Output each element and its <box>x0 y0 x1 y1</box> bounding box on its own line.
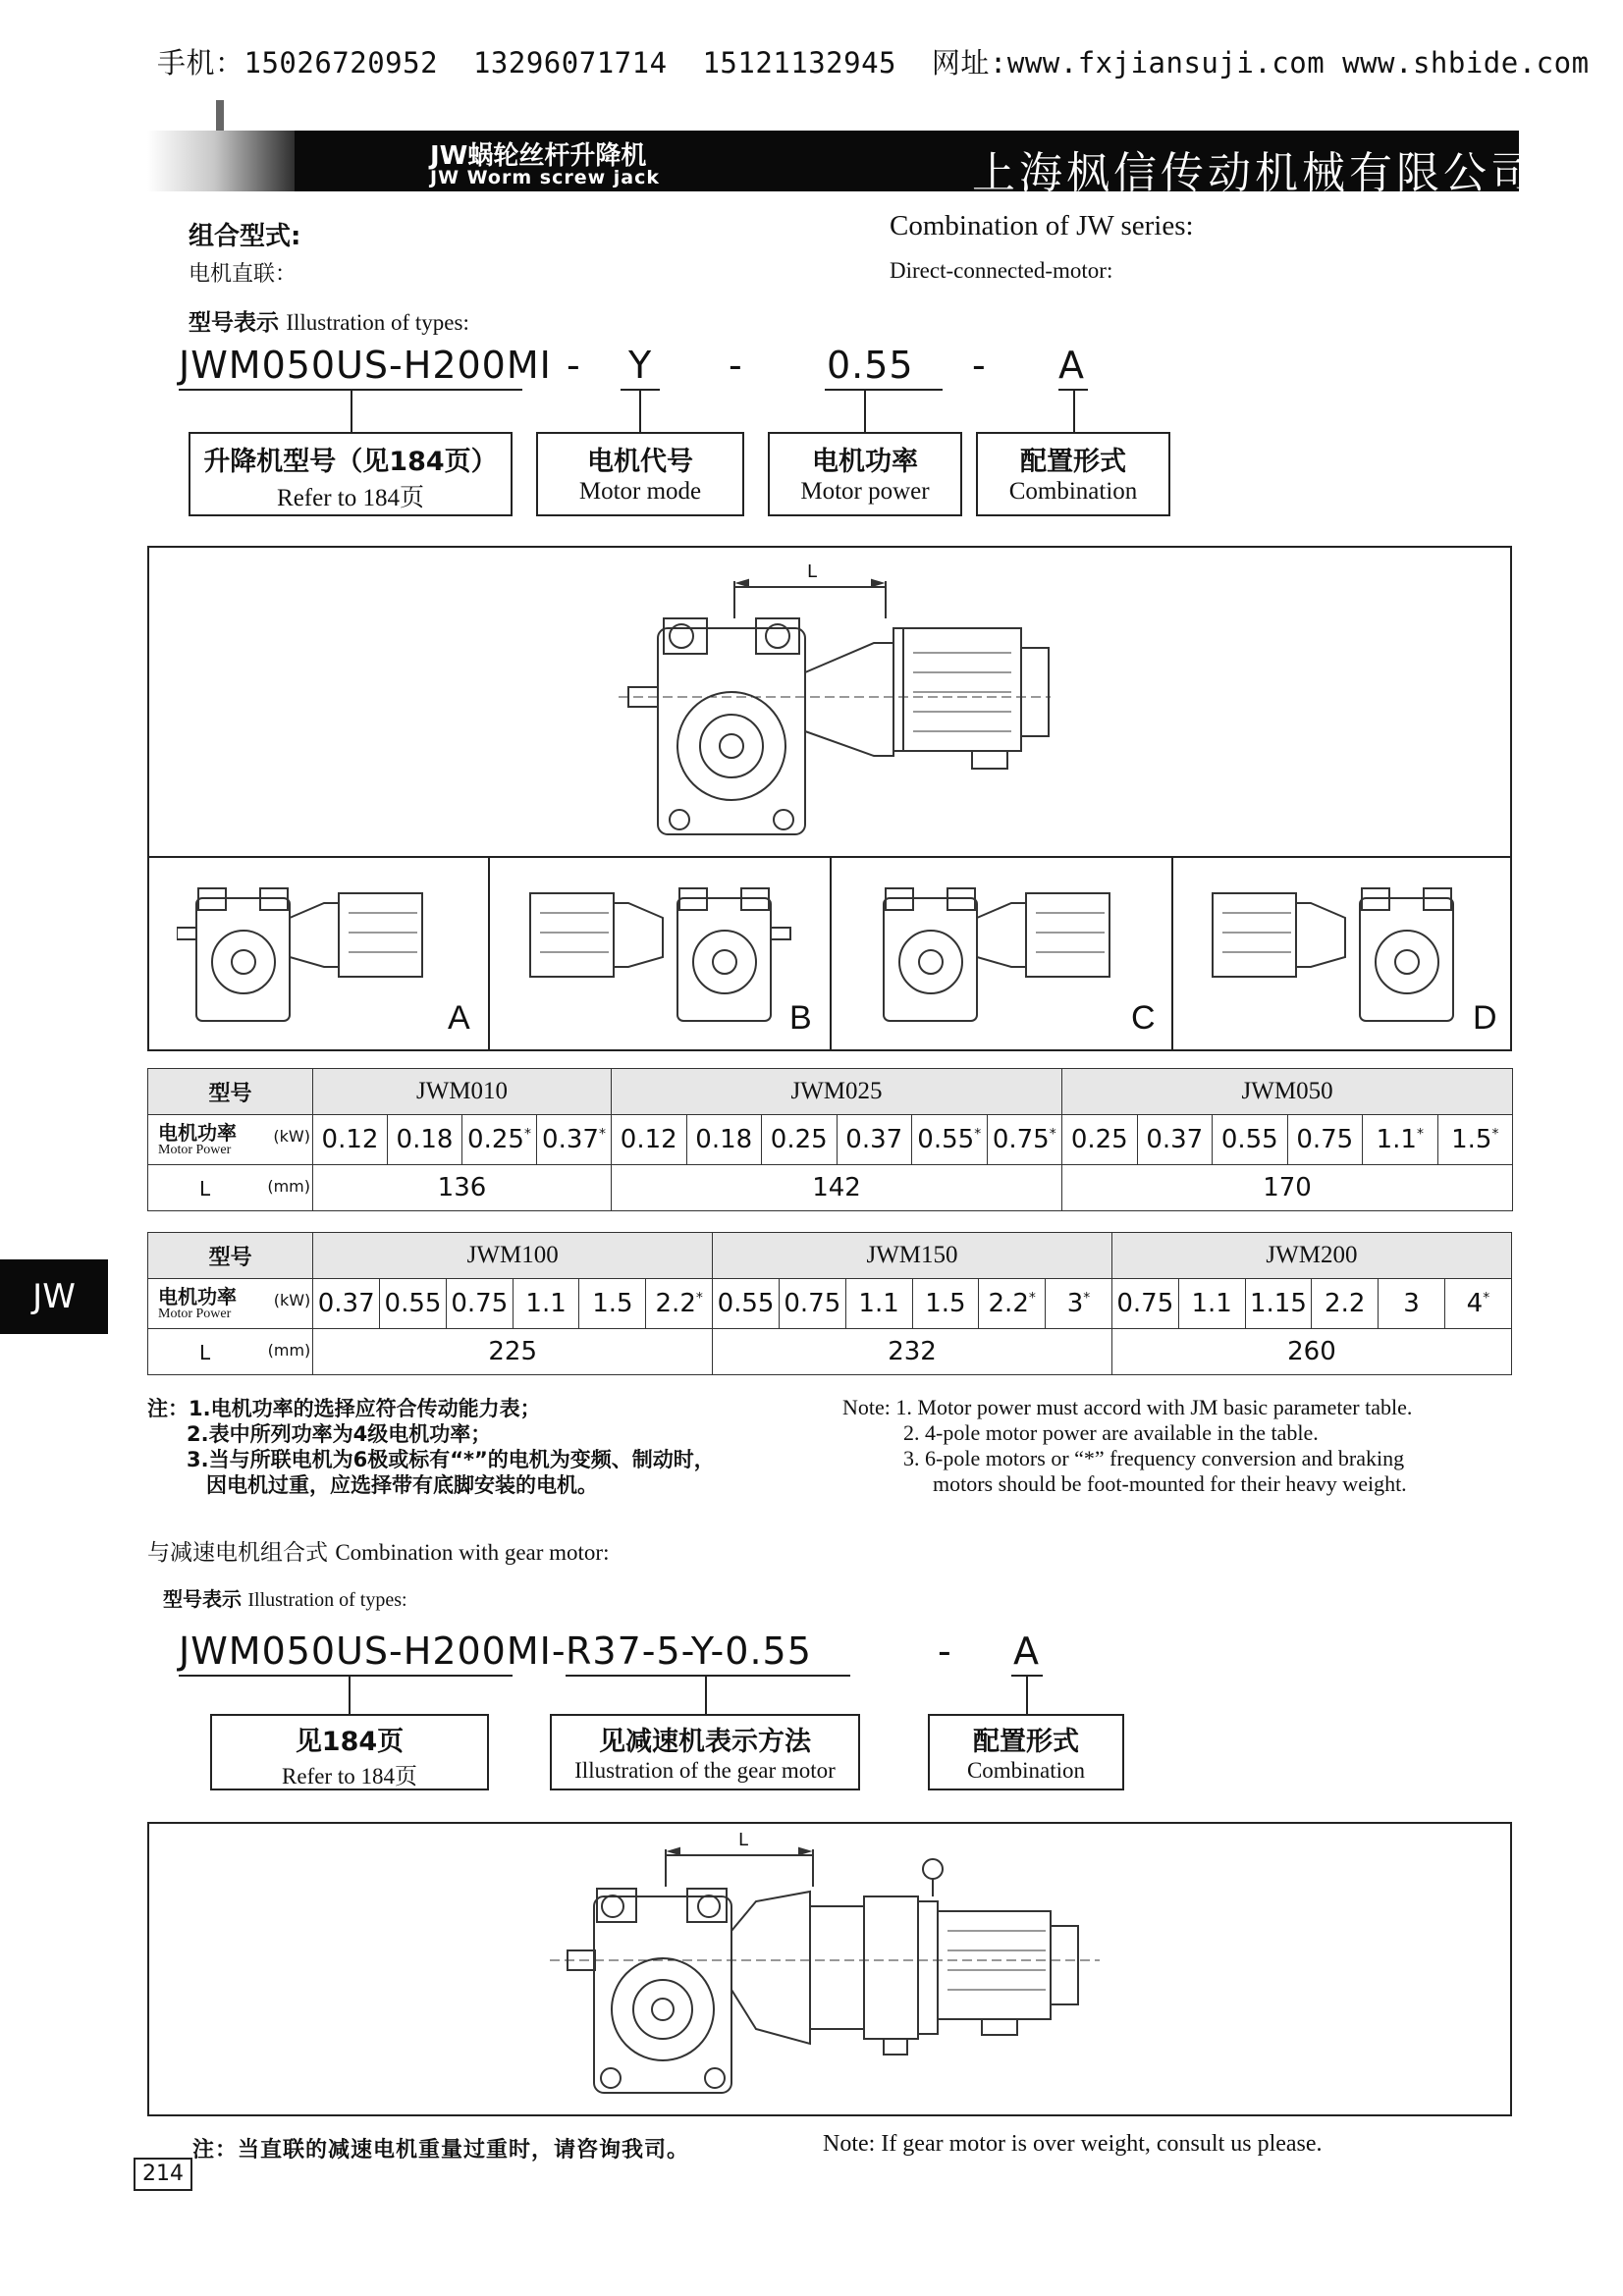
model-header: JWM100 <box>313 1233 713 1279</box>
label-box-motor: 电机代号 Motor mode <box>536 432 744 516</box>
power-value: 3 <box>1379 1279 1445 1329</box>
power-value: 0.55* <box>912 1115 988 1165</box>
power-value: 0.12 <box>313 1115 388 1165</box>
power-value: 0.75 <box>446 1279 513 1329</box>
power-value: 0.55 <box>713 1279 780 1329</box>
length-value: 260 <box>1111 1329 1511 1375</box>
power-value: 0.37 <box>837 1115 912 1165</box>
power-value: 0.75* <box>987 1115 1062 1165</box>
row-label-model: 型号 <box>148 1233 313 1279</box>
power-value: 0.37* <box>537 1115 612 1165</box>
power-value: 0.75 <box>1287 1115 1363 1165</box>
panel-C-label: C <box>1131 999 1156 1037</box>
type-code-gear: R37-5-Y-0.55 <box>566 1629 812 1673</box>
panel-C-drawing <box>864 869 1149 1026</box>
panel-D-drawing <box>1203 869 1497 1026</box>
type-code-model: JWM050US-H200MI <box>179 344 552 387</box>
power-value: 0.37 <box>313 1279 380 1329</box>
length-value: 136 <box>313 1165 612 1211</box>
spec-table-1 <box>147 1068 1513 1211</box>
panel-A-drawing <box>177 869 461 1026</box>
power-value: 1.1 <box>845 1279 912 1329</box>
section1-cn-sub: 电机直联： <box>189 262 298 287</box>
model-header: JWM010 <box>313 1069 612 1115</box>
length-value: 142 <box>612 1165 1062 1211</box>
type-code-dash: - <box>972 344 987 387</box>
company-name: 上海枫信传动机械有限公司 <box>972 148 1538 198</box>
type-code-model: JWM050US-H200MI- <box>179 1629 567 1673</box>
type-code-dash: - <box>729 344 743 387</box>
panel-A-label: A <box>448 999 470 1037</box>
power-value: 2.2* <box>979 1279 1046 1329</box>
gear-assembly-drawing <box>550 1828 1109 2108</box>
spec-table-2 <box>147 1232 1512 1375</box>
power-value: 0.37 <box>1137 1115 1213 1165</box>
section1-en-sub: Direct-connected-motor: <box>890 258 1113 283</box>
power-value: 2.2 <box>1312 1279 1379 1329</box>
power-value: 2.2* <box>646 1279 713 1329</box>
length-value: 170 <box>1062 1165 1513 1211</box>
header-en-title: JW Worm screw jack <box>430 167 660 188</box>
power-value: 1.5* <box>1437 1115 1513 1165</box>
page-number: 214 <box>134 2158 192 2191</box>
types-label-2: 型号表示 Illustration of types: <box>163 1587 407 1611</box>
power-value: 0.12 <box>612 1115 687 1165</box>
power-value: 0.75 <box>779 1279 845 1329</box>
model-header: JWM150 <box>713 1233 1112 1279</box>
panel-B-label: B <box>789 999 812 1037</box>
type-code-dash: - <box>938 1629 952 1673</box>
main-assembly-drawing <box>619 560 1060 854</box>
dim-label-L: L <box>738 1830 749 1850</box>
power-value: 0.55 <box>1213 1115 1288 1165</box>
length-value: 232 <box>713 1329 1112 1375</box>
panel-D-label: D <box>1473 999 1497 1037</box>
notes-en: Note: 1. Motor power must accord with JM basic parameter table. 2. 4-pole motor power are available in the table. 3. 6-pole motors or “*” frequency conversion and braking motors should be foot-mounted for their heavy weight. <box>842 1395 1413 1496</box>
label-box-model: 升降机型号（见184页） Refer to 184页 <box>189 432 513 516</box>
label-box-refer: 见184页 Refer to 184页 <box>210 1714 489 1790</box>
label-box-config: 配置形式 Combination <box>928 1714 1124 1790</box>
row-label-length: L (mm) <box>148 1329 313 1375</box>
label-box-power: 电机功率 Motor power <box>768 432 962 516</box>
power-value: 4* <box>1444 1279 1511 1329</box>
row-label-power: 电机功率 Motor Power (kW) <box>148 1279 313 1329</box>
panel-B-drawing <box>520 869 815 1026</box>
power-value: 1.5 <box>579 1279 646 1329</box>
type-code-dash: - <box>567 344 581 387</box>
footer-note-en: Note: If gear motor is over weight, consult us please. <box>823 2131 1323 2157</box>
type-code-config: A <box>1058 344 1085 387</box>
power-value: 0.25 <box>1062 1115 1138 1165</box>
model-header: JWM200 <box>1111 1233 1511 1279</box>
power-value: 0.18 <box>686 1115 762 1165</box>
types-label-1: 型号表示 Illustration of types: <box>189 310 469 336</box>
power-value: 1.1 <box>1178 1279 1245 1329</box>
model-header: JWM050 <box>1062 1069 1513 1115</box>
power-value: 0.75 <box>1111 1279 1178 1329</box>
footer-note-cn: 注：当直联的减速电机重量过重时，请咨询我司。 <box>192 2138 690 2163</box>
power-value: 0.55 <box>380 1279 447 1329</box>
row-label-model: 型号 <box>148 1069 313 1115</box>
row-label-length: L (mm) <box>148 1165 313 1211</box>
power-value: 3* <box>1046 1279 1112 1329</box>
side-tab-jw: JW <box>0 1259 108 1334</box>
power-value: 0.18 <box>388 1115 462 1165</box>
contact-line: 手机：15026720952 13296071714 15121132945 网址:www.fxjiansuji.com www.shbide.com <box>157 46 1590 80</box>
dim-label-L: L <box>807 561 818 582</box>
label-box-gear: 见减速机表示方法 Illustration of the gear motor <box>550 1714 860 1790</box>
model-header: JWM025 <box>612 1069 1062 1115</box>
type-code-config: A <box>1013 1629 1040 1673</box>
length-value: 225 <box>313 1329 713 1375</box>
type-code-power: 0.55 <box>827 344 914 387</box>
power-value: 1.1 <box>513 1279 579 1329</box>
row-label-power: 电机功率 Motor Power (kW) <box>148 1115 313 1165</box>
header-cn-title: JW蜗轮丝杆升降机 <box>430 141 647 171</box>
power-value: 1.1* <box>1363 1115 1438 1165</box>
label-box-config: 配置形式 Combination <box>976 432 1170 516</box>
header-bar-fade <box>147 131 314 191</box>
power-value: 0.25 <box>762 1115 838 1165</box>
notes-cn: 注：1.电机功率的选择应符合传动能力表； 2.表中所列功率为4级电机功率； 3.当与所联电机为6极或标有“*”的电机为变频、制动时， 因电机过重，应选择带有底脚安装的电机。 <box>147 1397 715 1497</box>
section1-cn-title: 组合型式: <box>189 222 301 251</box>
power-value: 1.5 <box>912 1279 979 1329</box>
section1-en-title: Combination of JW series: <box>890 210 1194 241</box>
power-value: 0.25* <box>462 1115 537 1165</box>
section2-title: 与减速电机组合式 Combination with gear motor: <box>147 1540 610 1566</box>
type-code-motor: Y <box>628 344 653 387</box>
power-value: 1.15 <box>1245 1279 1312 1329</box>
